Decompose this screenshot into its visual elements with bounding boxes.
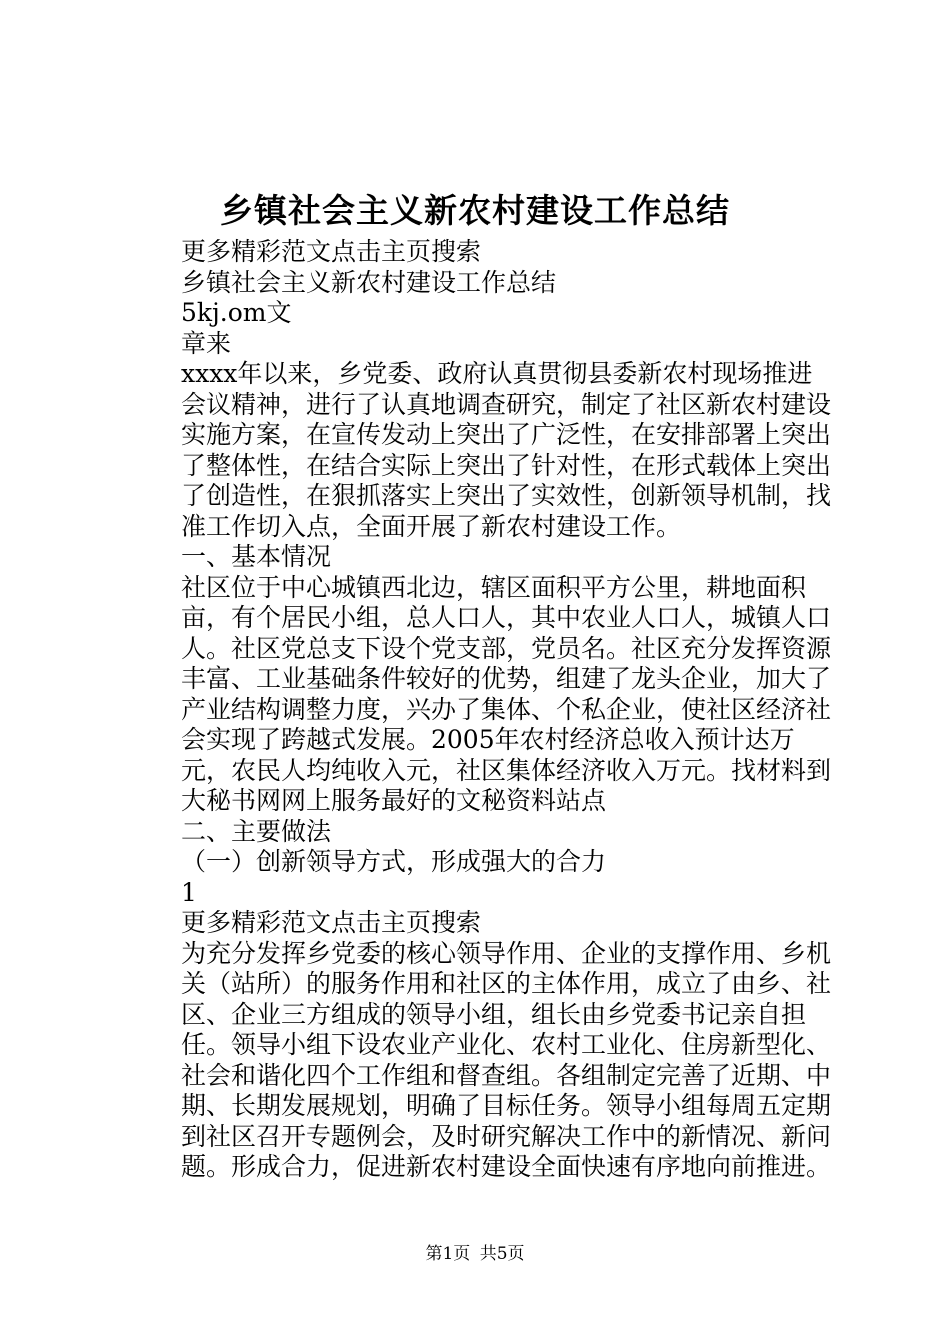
source-line: 5kj.om文 bbox=[181, 298, 292, 327]
page-current: 第1页 bbox=[425, 1244, 471, 1264]
section-heading-1: 一、基本情况 bbox=[181, 542, 332, 571]
section-heading-2: 二、主要做法 bbox=[181, 816, 332, 846]
header-link-text: 更多精彩范文点击主页搜索 bbox=[181, 237, 482, 266]
paragraph-leadership: 为充分发挥乡党委的核心领导作用、企业的支撑作用、乡机关（站所）的服务作用和社区的主体作用，成立了由乡、社区、企业三方组成的领导小组，组长由乡党委书记亲自担任。领导小组下设农业产业化、农村工业化、住房新型化、社会和谐化四个工作组和督查组。各组制定完善了近期、中期、长期发展规划，明确了目标任务。领导小组每周五定期到社区召开专题例会，及时研究解决工作中的新情况、新问题。形成合力，促进新农村建设全面快速有序地向前推进。 bbox=[181, 938, 832, 1181]
source-line-2: 章来 bbox=[181, 328, 232, 358]
paragraph-basic-info: 社区位于中心城镇西北边，辖区面积平方公里，耕地面积亩，有个居民小组，总人口人，其中农业人口人，城镇人口人。社区党总支下设个党支部，党员名。社区充分发挥资源丰富、工业基础条件较好的优势，组建了龙头企业，加大了产业结构调整力度，兴办了集体、个私企业，使社区经济社会实现了跨越式发展。2005年农村经济总收入预计达万元，农民人均纯收入元，社区集体经济收入万元。找材料到大秘书网网上服务最好的文秘资料站点 bbox=[181, 572, 832, 815]
subsection-heading-1: （一）创新领导方式，形成强大的合力 bbox=[181, 847, 607, 876]
document-body bbox=[131, 237, 831, 1183]
document-title: 乡镇社会主义新农村建设工作总结 bbox=[220, 191, 730, 230]
page-total: 共5页 bbox=[479, 1244, 525, 1264]
page-footer bbox=[0, 1242, 950, 1266]
page-marker: 1 bbox=[181, 877, 197, 907]
subtitle-line: 乡镇社会主义新农村建设工作总结 bbox=[181, 267, 557, 297]
paragraph-intro: xxxx年以来，乡党委、政府认真贯彻县委新农村现场推进会议精神，进行了认真地调查研究，制定了社区新农村建设实施方案，在宣传发动上突出了广泛性，在安排部署上突出了整体性，在结合实际上突出了针对性，在形式载体上突出了创造性，在狠抓落实上突出了实效性，创新领导机制，找准工作切入点，全面开展了新农村建设工作。 bbox=[181, 359, 832, 541]
header-link-text-2: 更多精彩范文点击主页搜索 bbox=[181, 908, 482, 937]
